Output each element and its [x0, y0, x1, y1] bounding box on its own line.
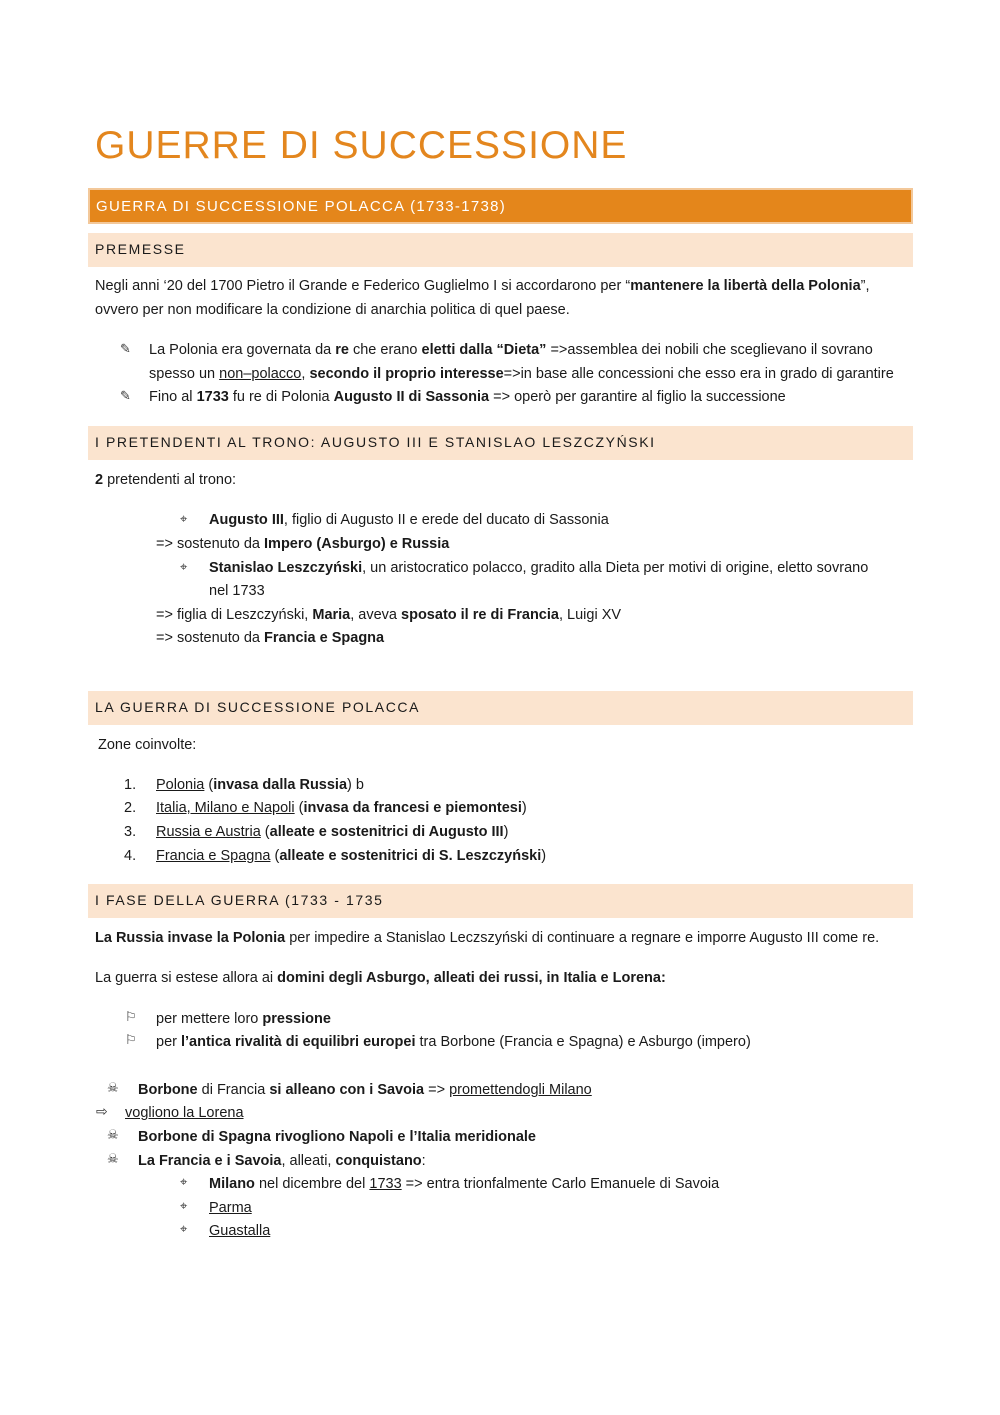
- bold-text: mantenere la libertà della Polonia: [630, 278, 861, 294]
- bold-text: La Russia invase la Polonia: [95, 930, 286, 946]
- text: nel dicembre del: [254, 1176, 370, 1192]
- bullet-line: [138, 1151, 426, 1171]
- text: Fino al: [149, 389, 197, 405]
- support-line: [156, 534, 449, 554]
- bold-text: Impero (Asburgo) e Russia: [264, 536, 450, 552]
- text: (: [294, 800, 304, 816]
- underlined-text: non–polacco: [219, 366, 302, 382]
- bold-text: Francia e Spagna: [264, 630, 385, 646]
- text: (: [260, 824, 270, 840]
- list-number: 4.: [124, 848, 137, 864]
- bold-text: sposato il re di Francia: [401, 607, 559, 623]
- paragraph-line: [95, 276, 870, 296]
- text: La Polonia era governata da: [149, 342, 336, 358]
- document-title: GUERRE DI SUCCESSIONE: [95, 124, 628, 167]
- bold-text: si alleano con i Savoia: [269, 1082, 425, 1098]
- skull-icon: ☠: [107, 1080, 119, 1095]
- text: Negli anni ‘20 del 1700 Pietro il Grande e Federico Guglielmo I si accordarono per “: [95, 278, 631, 294]
- bold-text: l’antica rivalità di equilibri europei: [181, 1034, 416, 1050]
- text: , aveva: [350, 607, 402, 623]
- flag-icon: ⚐: [125, 1009, 137, 1024]
- claimant-line: [209, 558, 868, 578]
- paragraph-line: [95, 968, 666, 988]
- underlined-text: 1733: [369, 1176, 402, 1192]
- text: => entra trionfalmente Carlo Emanuele di Savoia: [401, 1176, 720, 1192]
- text: (: [204, 777, 214, 793]
- bullet-line: [149, 340, 873, 360]
- bullet-line: [138, 1127, 536, 1147]
- list-number: 2.: [124, 800, 137, 816]
- main-section-heading: [88, 188, 913, 224]
- text: => sostenuto da: [156, 630, 265, 646]
- text: => sostenuto da: [156, 536, 265, 552]
- support-line: [156, 628, 384, 648]
- bold-text: alleate e sostenitrici di Augusto III: [269, 824, 504, 840]
- sub-bullet-line: [209, 1174, 719, 1194]
- bold-text: Borbone di Spagna rivogliono Napoli e l’Italia meridionale: [138, 1129, 536, 1145]
- list-item: [124, 822, 508, 842]
- crosshair-icon: ⌖: [180, 1221, 188, 1236]
- sub-bullet-line: [209, 1198, 252, 1218]
- text: (: [270, 848, 280, 864]
- check-icon: ✎: [120, 341, 131, 356]
- text: , un aristocratico polacco, gradito alla Dieta per motivi di origine, eletto sovrano: [362, 560, 869, 576]
- paragraph-line: [95, 300, 570, 320]
- text: nel 1733: [209, 583, 265, 599]
- bold-text: Augusto III: [209, 512, 284, 528]
- text: => operò per garantire al figlio la successione: [489, 389, 786, 405]
- text: ): [521, 800, 527, 816]
- underlined-text: promettendogli Milano: [449, 1082, 592, 1098]
- bold-text: re: [335, 342, 349, 358]
- text: tra Borbone (Francia e Spagna) e Asburgo (impero): [415, 1034, 751, 1050]
- text: La guerra si estese allora ai: [95, 970, 278, 986]
- bold-text: Maria: [312, 607, 351, 623]
- text: , alleati,: [281, 1153, 336, 1169]
- text: per mettere loro: [156, 1011, 263, 1027]
- text: per impedire a Stanislao Leczszyński di continuare a regnare e imporre Augusto III come re.: [285, 930, 880, 946]
- section-heading-text: I PRETENDENTI AL TRONO: AUGUSTO III E STANISLAO LESZCZYŃSKI: [95, 434, 656, 450]
- text: ) b: [347, 777, 364, 793]
- bold-text: Milano: [209, 1176, 255, 1192]
- paragraph-line: [95, 928, 879, 948]
- list-number: 3.: [124, 824, 137, 840]
- bullet-line: [156, 1032, 751, 1052]
- text: ,: [301, 366, 310, 382]
- crosshair-icon: ⌖: [180, 1174, 188, 1189]
- bold-text: 2: [95, 472, 104, 488]
- text: che erano: [348, 342, 422, 358]
- section-heading-premesse: [88, 233, 913, 267]
- text: =>in base alle concessioni che esso era in grado di garantire: [503, 366, 894, 382]
- crosshair-icon: ⌖: [180, 1198, 188, 1213]
- text: => figlia di Leszczyński,: [156, 607, 313, 623]
- text: =>: [424, 1082, 450, 1098]
- bullet-line: [156, 1009, 331, 1029]
- underlined-text: vogliono la Lorena: [125, 1105, 244, 1121]
- text: ”,: [860, 278, 870, 294]
- list-item: [124, 846, 546, 866]
- text: :: [421, 1153, 426, 1169]
- text: spesso un: [149, 366, 220, 382]
- text: Zone coinvolte:: [98, 737, 197, 753]
- underlined-text: Polonia: [156, 777, 205, 793]
- check-icon: ✎: [120, 388, 131, 403]
- text: ): [541, 848, 547, 864]
- bullet-line-continued: [149, 364, 894, 384]
- crosshair-icon: ⌖: [180, 559, 188, 574]
- list-item: [124, 775, 364, 795]
- text: , Luigi XV: [558, 607, 622, 623]
- bold-text: La Francia e i Savoia: [138, 1153, 282, 1169]
- claimant-line-continued: [209, 581, 265, 601]
- underlined-text: Russia e Austria: [156, 824, 261, 840]
- text: =>assemblea dei nobili che sceglievano il sovrano: [546, 342, 873, 358]
- support-line: [156, 605, 621, 625]
- section-heading-text: I FASE DELLA GUERRA (1733 - 1735: [95, 892, 384, 908]
- bold-text: secondo il proprio interesse: [309, 366, 504, 382]
- claimant-line: [209, 510, 609, 530]
- list-number: 1.: [124, 777, 137, 793]
- section-heading-guerra: [88, 691, 913, 725]
- arrow-right-icon: ⇨: [96, 1103, 108, 1119]
- crosshair-icon: ⌖: [180, 511, 188, 526]
- underlined-text: Guastalla: [209, 1223, 271, 1239]
- bold-text: Augusto II di Sassonia: [333, 389, 490, 405]
- section-heading-text: PREMESSE: [95, 241, 186, 257]
- bold-text: alleate e sostenitrici di S. Leszczyński: [279, 848, 542, 864]
- text: di Francia: [197, 1082, 270, 1098]
- skull-icon: ☠: [107, 1127, 119, 1142]
- underlined-text: Parma: [209, 1200, 252, 1216]
- text: ovvero per non modificare la condizione di anarchia politica di quel paese.: [95, 302, 570, 318]
- bold-text: eletti dalla “Dieta”: [421, 342, 547, 358]
- underlined-text: Italia, Milano e Napoli: [156, 800, 295, 816]
- bold-text: invasa dalla Russia: [213, 777, 348, 793]
- section-heading-pretendenti: [88, 426, 913, 460]
- text: ): [503, 824, 509, 840]
- text: pretendenti al trono:: [103, 472, 237, 488]
- paragraph-line: [95, 470, 236, 490]
- bold-text: 1733: [196, 389, 229, 405]
- arrow-line: [125, 1103, 244, 1123]
- section-heading-fase: [88, 884, 913, 918]
- bold-text: domini degli Asburgo, alleati dei russi, in Italia e Lorena:: [277, 970, 666, 986]
- bold-text: pressione: [262, 1011, 331, 1027]
- paragraph-line: [98, 735, 196, 755]
- bold-text: conquistano: [335, 1153, 422, 1169]
- bold-text: invasa da francesi e piemontesi: [303, 800, 522, 816]
- main-section-heading-text: GUERRA DI SUCCESSIONE POLACCA (1733-1738): [96, 198, 507, 215]
- section-heading-text: LA GUERRA DI SUCCESSIONE POLACCA: [95, 699, 421, 715]
- bold-text: Stanislao Leszczyński: [209, 560, 363, 576]
- text: fu re di Polonia: [228, 389, 334, 405]
- bold-text: Borbone: [138, 1082, 198, 1098]
- skull-icon: ☠: [107, 1151, 119, 1166]
- flag-icon: ⚐: [125, 1032, 137, 1047]
- bullet-line: [138, 1080, 592, 1100]
- text: , figlio di Augusto II e erede del ducato di Sassonia: [283, 512, 609, 528]
- list-item: [124, 798, 527, 818]
- sub-bullet-line: [209, 1221, 270, 1241]
- text: per: [156, 1034, 181, 1050]
- bullet-line: [149, 387, 786, 407]
- underlined-text: Francia e Spagna: [156, 848, 271, 864]
